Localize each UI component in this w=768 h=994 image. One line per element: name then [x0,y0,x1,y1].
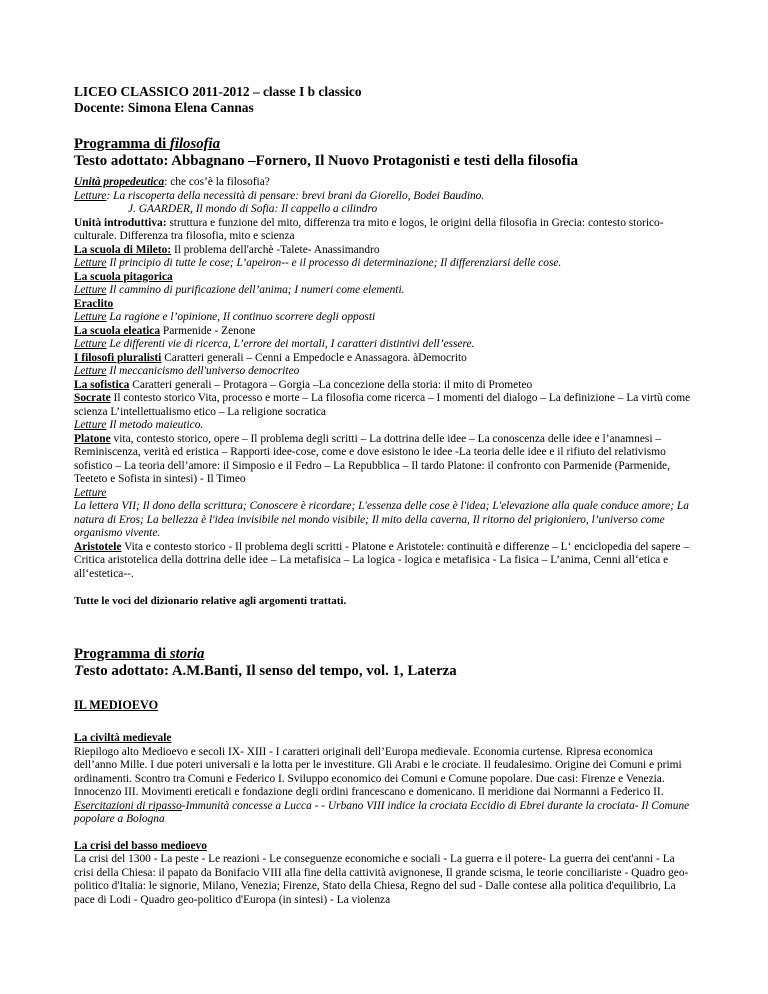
paragraph: J. GAARDER, Il mondo di Sofia: Il cappello a cilindro [128,203,378,215]
philosophy-content [74,176,696,581]
history-content [74,732,696,907]
paragraph: La scuola di Mileto: Il problema dell'archè -Talete- Anassimandro [74,243,380,256]
paragraph: Eraclito [74,297,114,310]
history-textbook: Testo adottato: A.M.Banti, Il senso del tempo, vol. 1, Laterza [74,663,457,679]
paragraph: Letture Le differenti vie di ricerca, L’errore dei mortali, I caratteri distintivi dell’essere. [74,338,475,350]
document-page [74,84,696,907]
paragraph: Letture: La riscoperta della necessità di pensare: brevi brani da Giorello, Bodei Baudino. [74,189,485,202]
philosophy-program-title: Programma di filosofia [74,136,221,152]
philosophy-textbook: Testo adottato: Abbagnano –Fornero, Il Nuovo Protagonisti e testi della filosofia [74,153,579,169]
paragraph: Esercitazioni di ripasso-Immunità concesse a Lucca - - Urbano VIII indice la crociata Eccidio di Ebrei durante la crociata- Il Comune popolare a Bologna [74,799,690,825]
paragraph: Riepilogo alto Medioevo e secoli IX- XIII - I caratteri originali dell’Europa medievale. Economia curtense. Ripresa economica dell’anno Mille. I due poteri universali e la lotta per le investiture. Gli Arabi e le crociate. Il feudalesimo. Origine dei Comuni e primi ordinamenti. Scontro tra Comuni e Federico I. Sviluppo economico dei Comuni e Comune popolare. Due casi: Firenze e Venezia. Innocenzo III. Movimenti ereticali e fondazione degli ordini francescano e domenicano. Il meridione dai Normanni a Federico II. [74,745,682,798]
paragraph: Socrate Il contesto storico Vita, processo e morte – La filosofia come ricerca – I momenti del dialogo – La definizione – La virtù come scienza L’intellettualismo etico – La religione socratica [74,392,691,418]
paragraph: I filosofi pluralisti Caratteri generali – Cenni a Empedocle e Anassagora. àDemocrito [74,351,467,364]
school-header: LICEO CLASSICO 2011-2012 – classe I b classico [74,84,362,99]
paragraph: La scuola pitagorica [74,270,173,283]
paragraph: Letture [74,486,107,499]
subsection-title: La crisi del basso medioevo [74,839,207,852]
section-title: IL MEDIOEVO [74,698,159,712]
paragraph: Letture Il principio di tutte le cose; L’apeiron-- e il processo di determinazione; Il differenziarsi delle cose. [74,257,562,269]
paragraph: Letture Il metodo maieutico. [74,419,204,431]
paragraph: La lettera VII; Il dono della scrittura; Conoscere è ricordare; L'essenza delle cose è l'idea; L'elevazione alla quale conduce amore; La natura di Eros; La bellezza è l'idea invisibile nel mondo visibile; Il mito della caverna, Il ritorno del prigioniero, l’universo come organismo vivente. [74,500,689,539]
paragraph: La scuola eleatica Parmenide - Zenone [74,324,256,337]
dictionary-note: Tutte le voci del dizionario relative agli argomenti trattati. [74,595,347,607]
paragraph: Letture Il cammino di purificazione dell’anima; I numeri come elementi. [74,284,405,296]
teacher-header: Docente: Simona Elena Cannas [74,100,254,115]
history-program-title: Programma di storia [74,646,205,662]
subsection-title: La civiltà medievale [74,732,172,744]
paragraph: Letture Il meccanicismo dell'universo democriteo [74,365,300,377]
paragraph: Platone vita, contesto storico, opere – Il problema degli scritti – La dottrina delle idee – La conoscenza delle idee e l’anamnesi – Reminiscenza, verità ed eristica – Rapporti idee-cose, come e dove esistono le idee -La teoria delle idee e il rifiuto del relativismo sofistico – La teoria dell’amore: il Simposio e il Fedro – La Repubblica – Il tardo Platone: il confronto con Parmenide (Parmenide, Teeteto e Sofista in sintesi) - Il Timeo [74,432,670,485]
paragraph: Unità propedeutica: che cos’è la filosofia? [74,176,270,188]
paragraph: La crisi del 1300 - La peste - Le reazioni - Le conseguenze economiche e sociali - La guerra e il potere- La guerra dei cent'anni - La crisi della Chiesa: il papato da Bonifacio VIII alla fine della cattività avignonese, Il grande scisma, le teorie conciliariste - Quadro geo-politico d'Italia: le signorie, Milano, Venezia; Firenze, Stato della Chiesa, Regno del sud - Dalle contese alla politica d'equilibrio, La pace di Lodi - Quadro geo-politico d'Europa (in sintesi) - La violenza [74,853,689,906]
paragraph: Letture La ragione e l’opinione, Il continuo scorrere degli opposti [74,311,376,323]
paragraph: La sofistica Caratteri generali – Protagora – Gorgia –La concezione della storia: il mito di Prometeo [74,378,533,391]
paragraph: Unità introduttiva: struttura e funzione del mito, differenza tra mito e logos, le origini della filosofia in Grecia: contesto storico-culturale. Differenza tra filosofia, mito e scienza [74,216,664,242]
paragraph: Aristotele Vita e contesto storico - Il problema degli scritti - Platone e Aristotele: continuità e differenze – L‘ enciclopedia del sapere – Critica aristotelica della dottrina delle idee – La metafisica – La logica - logica e metafisica - La fisica – L’anima, Cenni all‘etica e all‘estetica--. [74,540,690,580]
